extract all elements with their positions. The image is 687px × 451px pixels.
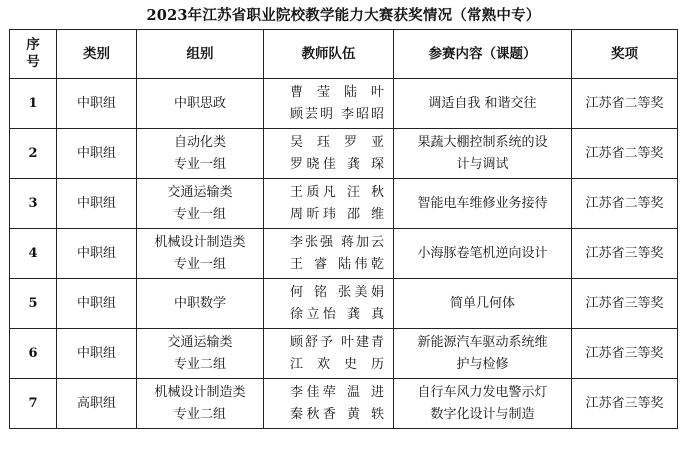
group-line: 交通运输类 [167, 334, 233, 350]
table-row [10, 329, 678, 379]
cell-seq: 3 [10, 179, 57, 229]
cell-award: 江苏省二等奖 [572, 79, 678, 129]
cell-seq: 2 [10, 129, 57, 179]
teacher-line: 曹 莹 陆 叶 [290, 84, 384, 100]
header-seq [10, 30, 57, 79]
group-line: 专业一组 [173, 256, 226, 272]
content-line: 简单几何体 [449, 295, 515, 311]
cell-award: 江苏省三等奖 [572, 379, 678, 429]
table-header-row [10, 30, 678, 79]
cell-award: 江苏省二等奖 [572, 179, 678, 229]
header-seq-line-2: 号 [26, 54, 40, 70]
content-line: 计与调试 [456, 156, 509, 172]
cell-award: 江苏省三等奖 [572, 229, 678, 279]
group-line: 中职思政 [173, 95, 226, 111]
teacher-line: 顾舒予 叶建青 [290, 334, 384, 350]
group-line: 专业一组 [173, 206, 226, 222]
cell-content [394, 79, 572, 129]
cell-category: 中职组 [57, 179, 137, 229]
table-row [10, 179, 678, 229]
teacher-line: 徐立怡 龚 真 [290, 306, 384, 322]
cell-seq: 7 [10, 379, 57, 429]
document-title: 2023年江苏省职业院校教学能力大赛获奖情况（常熟中专） [146, 7, 541, 24]
teacher-line: 李张强 蒋加云 [290, 234, 384, 250]
teacher-line: 周昕玮 邵 维 [290, 206, 384, 222]
group-line: 专业一组 [173, 156, 226, 172]
header-seq-line-1: 序 [26, 37, 40, 53]
teacher-line: 江 欢 史 历 [290, 356, 384, 372]
group-line: 机械设计制造类 [154, 234, 246, 250]
cell-content [394, 179, 572, 229]
cell-category: 高职组 [57, 379, 137, 429]
cell-group [137, 329, 264, 379]
teacher-line: 何 铭 张美娟 [290, 284, 384, 300]
table-row [10, 79, 678, 129]
cell-content [394, 329, 572, 379]
cell-team [264, 129, 394, 179]
teacher-line: 秦秋香 黄 轶 [290, 406, 384, 422]
cell-category: 中职组 [57, 329, 137, 379]
table-row [10, 129, 678, 179]
content-line: 数字化设计与制造 [430, 406, 535, 422]
teacher-line: 罗晓佳 龚 琛 [290, 156, 384, 172]
cell-seq: 4 [10, 229, 57, 279]
header-category: 类别 [57, 30, 137, 79]
group-line: 专业二组 [173, 406, 226, 422]
table-row [10, 379, 678, 429]
teacher-line: 王质凡 汪 秋 [290, 184, 384, 200]
cell-category: 中职组 [57, 229, 137, 279]
content-line: 新能源汽车驱动系统维 [417, 334, 548, 350]
group-line: 交通运输类 [167, 184, 233, 200]
cell-seq: 5 [10, 279, 57, 329]
teacher-line: 顾芸明 李昭昭 [290, 106, 384, 122]
cell-seq: 1 [10, 79, 57, 129]
cell-team [264, 379, 394, 429]
cell-content [394, 229, 572, 279]
content-line: 果蔬大棚控制系统的设 [417, 134, 548, 150]
header-content: 参赛内容（课题） [394, 30, 572, 79]
cell-category: 中职组 [57, 279, 137, 329]
cell-award: 江苏省二等奖 [572, 129, 678, 179]
cell-group [137, 229, 264, 279]
group-line: 中职数学 [173, 295, 226, 311]
awards-table [9, 29, 678, 429]
cell-category: 中职组 [57, 79, 137, 129]
cell-team [264, 329, 394, 379]
cell-team [264, 229, 394, 279]
table-row [10, 279, 678, 329]
group-line: 专业二组 [173, 356, 226, 372]
cell-team [264, 179, 394, 229]
content-line: 自行车风力发电警示灯 [417, 384, 548, 400]
table-row [10, 229, 678, 279]
content-line: 智能电车维修业务接待 [417, 195, 548, 211]
header-award: 奖项 [572, 30, 678, 79]
content-line: 小海豚卷笔机逆向设计 [417, 245, 548, 261]
teacher-line: 吴 珏 罗 亚 [290, 134, 384, 150]
cell-group [137, 79, 264, 129]
cell-team [264, 79, 394, 129]
teacher-line: 李佳荦 温 进 [290, 384, 384, 400]
cell-award: 江苏省三等奖 [572, 279, 678, 329]
cell-award: 江苏省三等奖 [572, 329, 678, 379]
content-line: 调适自我 和谐交往 [428, 95, 537, 111]
cell-group [137, 179, 264, 229]
teacher-line: 王 睿 陆伟乾 [290, 256, 384, 272]
cell-team [264, 279, 394, 329]
cell-group [137, 129, 264, 179]
header-group: 组别 [137, 30, 264, 79]
cell-content [394, 129, 572, 179]
cell-seq: 6 [10, 329, 57, 379]
header-team: 教师队伍 [264, 30, 394, 79]
table-body [10, 79, 678, 429]
group-line: 自动化类 [173, 134, 226, 150]
cell-content [394, 279, 572, 329]
content-line: 护与检修 [456, 356, 509, 372]
cell-content [394, 379, 572, 429]
cell-group [137, 379, 264, 429]
cell-group [137, 279, 264, 329]
cell-category: 中职组 [57, 129, 137, 179]
group-line: 机械设计制造类 [154, 384, 246, 400]
